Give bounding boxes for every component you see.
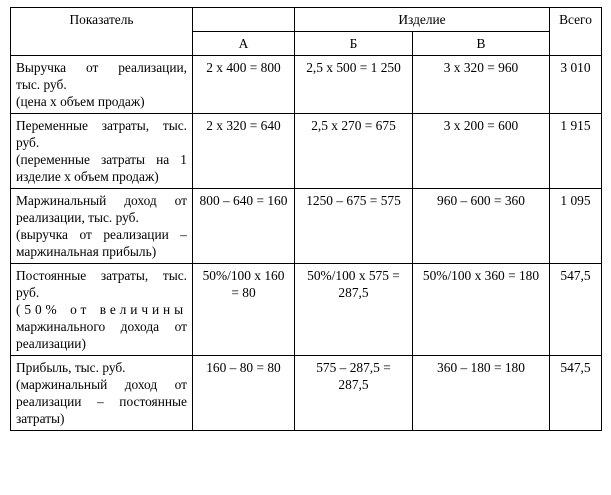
row-label-line: реализации): [16, 336, 86, 351]
table-row: [11, 56, 602, 114]
row-label-line: руб.: [16, 285, 40, 300]
row-label-line: (цена х объем продаж): [16, 94, 145, 109]
cell-product-b: 50%/100 х 575 = 287,5: [295, 264, 413, 356]
header-indicator: Показатель: [11, 8, 193, 56]
cell-product-b: 575 – 287,5 = 287,5: [295, 356, 413, 431]
cell-product-a: 800 – 640 = 160: [193, 189, 295, 264]
cell-product-b: 1250 – 675 = 575: [295, 189, 413, 264]
row-label-line: (50% от величины: [16, 302, 187, 317]
header-product-b: Б: [295, 32, 413, 56]
row-label-line: (маржинальный доход от: [16, 377, 187, 392]
cell-product-c: 50%/100 х 360 = 180: [413, 264, 550, 356]
table-row: [11, 114, 602, 189]
header-row: [11, 8, 602, 32]
cell-total: 1 095: [550, 189, 602, 264]
row-label: [11, 356, 193, 431]
row-label-line: (выручка от реализации –: [16, 227, 187, 242]
table-row: [11, 264, 602, 356]
cell-product-a: 2 х 320 = 640: [193, 114, 295, 189]
row-label-line: Переменные затраты, тыс.: [16, 118, 187, 133]
row-label: [11, 114, 193, 189]
cell-total: 547,5: [550, 356, 602, 431]
header-product: Изделие: [295, 8, 550, 32]
header-product-c: В: [413, 32, 550, 56]
cell-product-a: 50%/100 х 160 = 80: [193, 264, 295, 356]
row-label-line: Выручка от реализации,: [16, 60, 187, 75]
row-label-line: реализации, тыс. руб.: [16, 210, 139, 225]
cell-product-c: 360 – 180 = 180: [413, 356, 550, 431]
header-empty-cell: [193, 8, 295, 32]
cell-product-a: 2 х 400 = 800: [193, 56, 295, 114]
cell-product-c: 3 х 200 = 600: [413, 114, 550, 189]
table-row: [11, 189, 602, 264]
cell-product-a: 160 – 80 = 80: [193, 356, 295, 431]
cell-product-c: 960 – 600 = 360: [413, 189, 550, 264]
row-label-line: изделие х объем продаж): [16, 169, 159, 184]
header-product-a: А: [193, 32, 295, 56]
row-label-line: затраты): [16, 411, 65, 426]
row-label-line: маржинальная прибыль): [16, 244, 157, 259]
row-label-line: руб.: [16, 135, 40, 150]
row-label-line: реализации – постоянные: [16, 394, 187, 409]
row-label: [11, 56, 193, 114]
header-total: Всего: [550, 8, 602, 56]
row-label: [11, 189, 193, 264]
cell-product-c: 3 х 320 = 960: [413, 56, 550, 114]
row-label-line: Прибыль, тыс. руб.: [16, 360, 126, 375]
cell-total: 547,5: [550, 264, 602, 356]
row-label-line: (переменные затраты на 1: [16, 152, 187, 167]
row-label-line: Маржинальный доход от: [16, 193, 187, 208]
row-label-line: Постоянные затраты, тыс.: [16, 268, 187, 283]
row-label-line: тыс. руб.: [16, 77, 67, 92]
row-label: [11, 264, 193, 356]
cell-product-b: 2,5 х 500 = 1 250: [295, 56, 413, 114]
cell-product-b: 2,5 х 270 = 675: [295, 114, 413, 189]
cell-total: 1 915: [550, 114, 602, 189]
cell-total: 3 010: [550, 56, 602, 114]
cost-analysis-table: [10, 7, 602, 431]
table-row: [11, 356, 602, 431]
row-label-line: маржинального дохода от: [16, 319, 187, 334]
